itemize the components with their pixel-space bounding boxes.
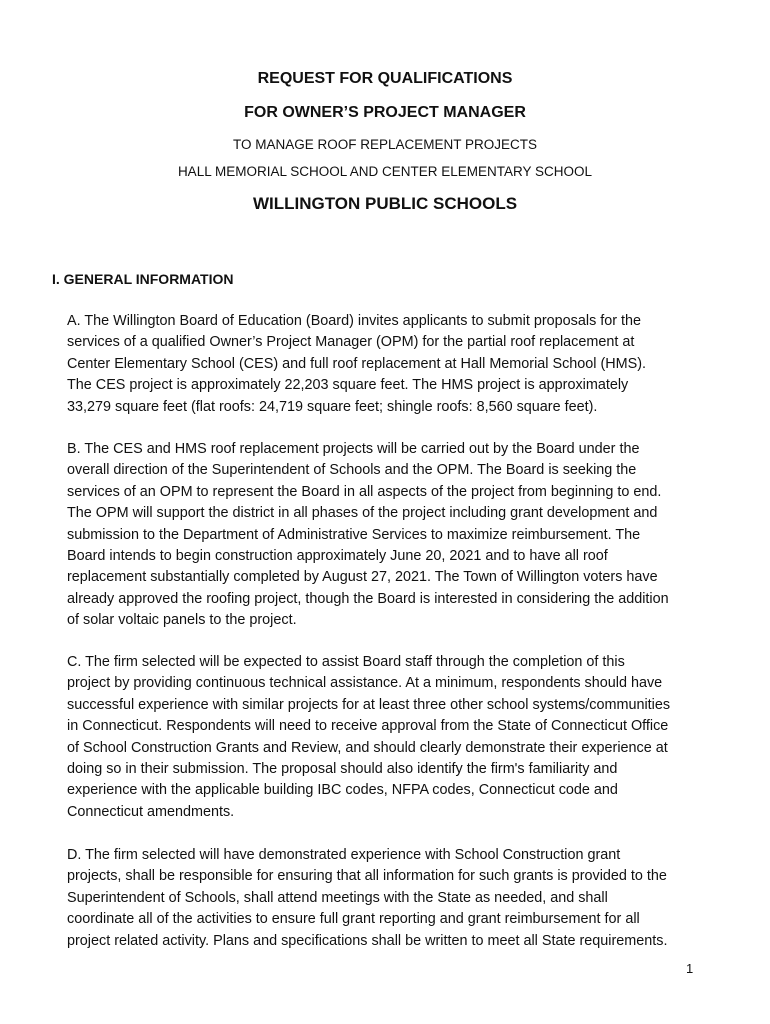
paragraph-line: project related activity. Plans and specifications shall be written to meet all State requirements. xyxy=(67,932,668,949)
paragraph-line: project by providing continuous technical assistance. At a minimum, respondents should have xyxy=(67,675,663,692)
paragraph-line: Center Elementary School (CES) and full roof replacement at Hall Memorial School (HMS). xyxy=(67,355,647,372)
paragraph-line: 33,279 square feet (flat roofs: 24,719 square feet; shingle roofs: 8,560 square feet). xyxy=(67,398,598,415)
subtitle-line-2: HALL MEMORIAL SCHOOL AND CENTER ELEMENTARY SCHOOL xyxy=(177,164,593,179)
paragraph-line: in Connecticut. Respondents will need to receive approval from the State of Connecticut Office xyxy=(67,718,669,735)
subtitle-line-1: TO MANAGE ROOF REPLACEMENT PROJECTS xyxy=(232,137,538,152)
paragraph-line: services of a qualified Owner’s Project Manager (OPM) for the partial roof replacement at xyxy=(67,334,635,351)
paragraph-line: coordinate all of the activities to ensure full grant reporting and grant reimbursement for all xyxy=(67,911,640,928)
paragraph-line: D. The firm selected will have demonstrated experience with School Construction grant xyxy=(67,847,621,863)
paragraph-line: successful experience with similar projects for at least three other school systems/communities xyxy=(67,696,671,713)
paragraph-line: The OPM will support the district in all phases of the project including grant development and xyxy=(67,505,658,522)
paragraph-line: Connecticut amendments. xyxy=(67,803,235,820)
paragraph-c xyxy=(67,652,670,823)
page-number: 1 xyxy=(686,961,694,976)
paragraph-d xyxy=(67,845,667,952)
paragraph-line: experience with the applicable building IBC codes, NFPA codes, Connecticut code and xyxy=(67,782,618,799)
paragraph-line: C. The firm selected will be expected to assist Board staff through the completion of this xyxy=(67,654,625,670)
paragraph-line: submission to the Department of Administrative Services to maximize reimbursement. The xyxy=(67,526,641,543)
paragraph-a xyxy=(67,311,646,418)
paragraph-b xyxy=(67,439,669,632)
title-line-1: REQUEST FOR QUALIFICATIONS xyxy=(257,70,513,87)
title-line-2: FOR OWNER’S PROJECT MANAGER xyxy=(244,104,526,121)
paragraph-line: A. The Willington Board of Education (Board) invites applicants to submit proposals for the xyxy=(67,313,642,329)
paragraph-line: Board intends to begin construction approximately June 20, 2021 and to have all roof xyxy=(67,548,608,565)
paragraph-line: Superintendent of Schools, shall attend meetings with the State as needed, and shall xyxy=(67,889,608,906)
paragraph-line: replacement substantially completed by August 27, 2021. The Town of Willington voters have xyxy=(67,569,658,586)
district-title: WILLINGTON PUBLIC SCHOOLS xyxy=(252,194,518,213)
paragraph-line: B. The CES and HMS roof replacement projects will be carried out by the Board under the xyxy=(67,441,640,457)
paragraph-line: services of an OPM to represent the Board in all aspects of the project from beginning to end. xyxy=(67,483,662,500)
section-heading: I. GENERAL INFORMATION xyxy=(52,271,234,287)
paragraph-line: overall direction of the Superintendent of Schools and the OPM. The Board is seeking the xyxy=(67,462,637,479)
paragraph-line: of solar voltaic panels to the project. xyxy=(67,612,297,629)
paragraph-line: doing so in their submission. The proposal should also identify the firm's familiarity and xyxy=(67,761,618,778)
paragraph-line: of School Construction Grants and Review, and should clearly demonstrate their experience at xyxy=(67,739,668,756)
paragraph-line: The CES project is approximately 22,203 square feet. The HMS project is approximately xyxy=(67,377,629,394)
paragraph-line: projects, shall be responsible for ensuring that all information for such grants is provided to the xyxy=(67,868,667,885)
paragraph-line: already approved the roofing project, though the Board is interested in considering the addition xyxy=(67,590,669,607)
